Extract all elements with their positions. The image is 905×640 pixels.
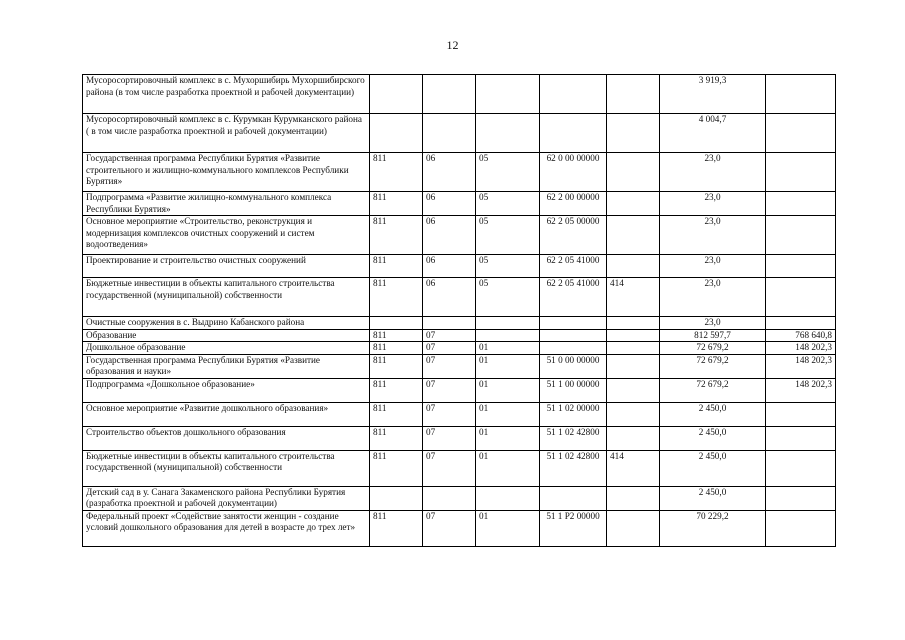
row-expense-type: [607, 114, 660, 153]
row-amount-2: [766, 510, 836, 546]
row-name: Образование: [83, 329, 370, 342]
row-expense-type: [607, 216, 660, 255]
table-row: [83, 255, 836, 278]
row-target-article: 51 0 00 00000: [540, 354, 607, 378]
row-amount-2: [766, 402, 836, 426]
row-name: Основное мероприятие «Строительство, реконструкция и модернизация комплексов очистных сооружений и систем водоотведения»: [83, 216, 370, 255]
row-expense-type: [607, 402, 660, 426]
table-row: [83, 216, 836, 255]
row-amount-1: 4 004,7: [660, 114, 766, 153]
row-amount-2: [766, 75, 836, 114]
row-subsection-code: 01: [476, 378, 540, 402]
row-amount-1: 23,0: [660, 255, 766, 278]
row-expense-type: [607, 510, 660, 546]
row-section-code: 06: [423, 153, 476, 192]
row-ved-code: 811: [370, 153, 423, 192]
row-amount-1: 23,0: [660, 192, 766, 216]
row-subsection-code: 01: [476, 510, 540, 546]
row-section-code: 07: [423, 510, 476, 546]
row-target-article: 62 2 05 00000: [540, 216, 607, 255]
row-target-article: [540, 75, 607, 114]
row-target-article: 62 0 00 00000: [540, 153, 607, 192]
row-section-code: 06: [423, 192, 476, 216]
row-ved-code: 811: [370, 278, 423, 317]
table-row: [83, 354, 836, 378]
budget-table: [82, 74, 836, 547]
row-ved-code: 811: [370, 354, 423, 378]
row-section-code: 07: [423, 450, 476, 486]
table-row: [83, 510, 836, 546]
row-amount-1: 3 919,3: [660, 75, 766, 114]
row-amount-1: 72 679,2: [660, 342, 766, 355]
row-amount-1: 23,0: [660, 317, 766, 330]
row-ved-code: 811: [370, 329, 423, 342]
row-expense-type: 414: [607, 278, 660, 317]
row-target-article: 62 2 05 41000: [540, 255, 607, 278]
row-section-code: [423, 486, 476, 510]
row-name: Федеральный проект «Содействие занятости женщин - создание условий дошкольного образования для детей в возрасте до трех лет»: [83, 510, 370, 546]
row-expense-type: [607, 255, 660, 278]
row-expense-type: [607, 317, 660, 330]
row-subsection-code: 01: [476, 426, 540, 450]
row-subsection-code: [476, 317, 540, 330]
table-row: [83, 153, 836, 192]
table-row: [83, 329, 836, 342]
row-name: Подпрограмма «Дошкольное образование»: [83, 378, 370, 402]
row-ved-code: 811: [370, 378, 423, 402]
row-target-article: 51 1 02 42800: [540, 426, 607, 450]
row-name: Дошкольное образование: [83, 342, 370, 355]
row-ved-code: 811: [370, 192, 423, 216]
row-name: Детский сад в у. Санага Закаменского района Республики Бурятия (разработка проектной и рабочей документации): [83, 486, 370, 510]
table-row: [83, 342, 836, 355]
row-section-code: [423, 75, 476, 114]
table-row: [83, 278, 836, 317]
row-amount-2: 148 202,3: [766, 354, 836, 378]
row-subsection-code: 01: [476, 354, 540, 378]
table-row: [83, 317, 836, 330]
row-section-code: 07: [423, 354, 476, 378]
row-amount-1: 2 450,0: [660, 450, 766, 486]
table-row: [83, 114, 836, 153]
row-ved-code: 811: [370, 402, 423, 426]
row-target-article: [540, 317, 607, 330]
row-subsection-code: 05: [476, 278, 540, 317]
row-section-code: 06: [423, 278, 476, 317]
row-section-code: 06: [423, 255, 476, 278]
row-expense-type: 414: [607, 450, 660, 486]
row-name: Строительство объектов дошкольного образования: [83, 426, 370, 450]
table-row: [83, 402, 836, 426]
row-amount-2: [766, 192, 836, 216]
row-ved-code: [370, 486, 423, 510]
row-expense-type: [607, 153, 660, 192]
row-section-code: [423, 317, 476, 330]
row-target-article: [540, 329, 607, 342]
row-amount-1: 812 597,7: [660, 329, 766, 342]
row-target-article: [540, 342, 607, 355]
row-expense-type: [607, 192, 660, 216]
row-amount-2: [766, 450, 836, 486]
row-target-article: 62 2 00 00000: [540, 192, 607, 216]
row-name: Бюджетные инвестиции в объекты капитального строительства государственной (муниципальной) собственности: [83, 278, 370, 317]
row-name: Мусоросортировочный комплекс в с. Курумкан Курумканского района ( в том числе разработка проектной и рабочей документации): [83, 114, 370, 153]
row-subsection-code: 01: [476, 342, 540, 355]
row-amount-2: [766, 278, 836, 317]
row-subsection-code: [476, 486, 540, 510]
row-name: Мусоросортировочный комплекс в с. Мухоршибирь Мухоршибирского района (в том числе разработка проектной и рабочей документации): [83, 75, 370, 114]
row-amount-2: [766, 255, 836, 278]
row-section-code: 06: [423, 216, 476, 255]
row-subsection-code: [476, 75, 540, 114]
row-ved-code: [370, 114, 423, 153]
row-ved-code: 811: [370, 426, 423, 450]
row-amount-1: 2 450,0: [660, 486, 766, 510]
row-amount-1: 70 229,2: [660, 510, 766, 546]
row-ved-code: 811: [370, 450, 423, 486]
row-section-code: [423, 114, 476, 153]
row-expense-type: [607, 378, 660, 402]
row-target-article: [540, 114, 607, 153]
row-target-article: [540, 486, 607, 510]
table-row: [83, 75, 836, 114]
table-row: [83, 378, 836, 402]
table-row: [83, 486, 836, 510]
row-target-article: 51 1 Р2 00000: [540, 510, 607, 546]
row-name: Государственная программа Республики Бурятия «Развитие строительного и жилищно-коммунального комплексов Республики Бурятия»: [83, 153, 370, 192]
row-amount-1: 23,0: [660, 216, 766, 255]
row-target-article: 51 1 02 42800: [540, 450, 607, 486]
row-amount-2: 148 202,3: [766, 378, 836, 402]
row-name: Очистные сооружения в с. Выдрино Кабанского района: [83, 317, 370, 330]
row-target-article: 62 2 05 41000: [540, 278, 607, 317]
row-expense-type: [607, 426, 660, 450]
row-name: Государственная программа Республики Бурятия «Развитие образования и науки»: [83, 354, 370, 378]
row-subsection-code: 05: [476, 192, 540, 216]
row-subsection-code: [476, 329, 540, 342]
row-amount-2: [766, 114, 836, 153]
row-section-code: 07: [423, 426, 476, 450]
row-expense-type: [607, 75, 660, 114]
row-section-code: 07: [423, 342, 476, 355]
row-ved-code: 811: [370, 342, 423, 355]
row-name: Бюджетные инвестиции в объекты капитального строительства государственной (муниципальной) собственности: [83, 450, 370, 486]
row-amount-1: 23,0: [660, 153, 766, 192]
row-amount-2: 148 202,3: [766, 342, 836, 355]
row-expense-type: [607, 354, 660, 378]
table-row: [83, 426, 836, 450]
row-ved-code: [370, 75, 423, 114]
row-amount-2: [766, 426, 836, 450]
table-row: [83, 192, 836, 216]
row-target-article: 51 1 00 00000: [540, 378, 607, 402]
row-amount-2: [766, 153, 836, 192]
row-expense-type: [607, 329, 660, 342]
table-row: [83, 450, 836, 486]
row-target-article: 51 1 02 00000: [540, 402, 607, 426]
row-subsection-code: [476, 114, 540, 153]
row-section-code: 07: [423, 329, 476, 342]
row-subsection-code: 05: [476, 153, 540, 192]
row-ved-code: 811: [370, 255, 423, 278]
row-name: Проектирование и строительство очистных сооружений: [83, 255, 370, 278]
row-amount-2: [766, 317, 836, 330]
row-ved-code: 811: [370, 216, 423, 255]
row-amount-2: [766, 486, 836, 510]
row-amount-1: 2 450,0: [660, 402, 766, 426]
row-section-code: 07: [423, 378, 476, 402]
row-ved-code: [370, 317, 423, 330]
row-amount-1: 72 679,2: [660, 378, 766, 402]
row-subsection-code: 01: [476, 450, 540, 486]
row-name: Подпрограмма «Развитие жилищно-коммунального комплекса Республики Бурятия»: [83, 192, 370, 216]
row-name: Основное мероприятие «Развитие дошкольного образования»: [83, 402, 370, 426]
row-subsection-code: 05: [476, 255, 540, 278]
page-number: 12: [446, 38, 459, 52]
row-expense-type: [607, 342, 660, 355]
row-expense-type: [607, 486, 660, 510]
row-amount-2: [766, 216, 836, 255]
row-section-code: 07: [423, 402, 476, 426]
row-amount-2: 768 640,8: [766, 329, 836, 342]
row-amount-1: 23,0: [660, 278, 766, 317]
row-subsection-code: 05: [476, 216, 540, 255]
row-ved-code: 811: [370, 510, 423, 546]
row-amount-1: 72 679,2: [660, 354, 766, 378]
row-subsection-code: 01: [476, 402, 540, 426]
row-amount-1: 2 450,0: [660, 426, 766, 450]
